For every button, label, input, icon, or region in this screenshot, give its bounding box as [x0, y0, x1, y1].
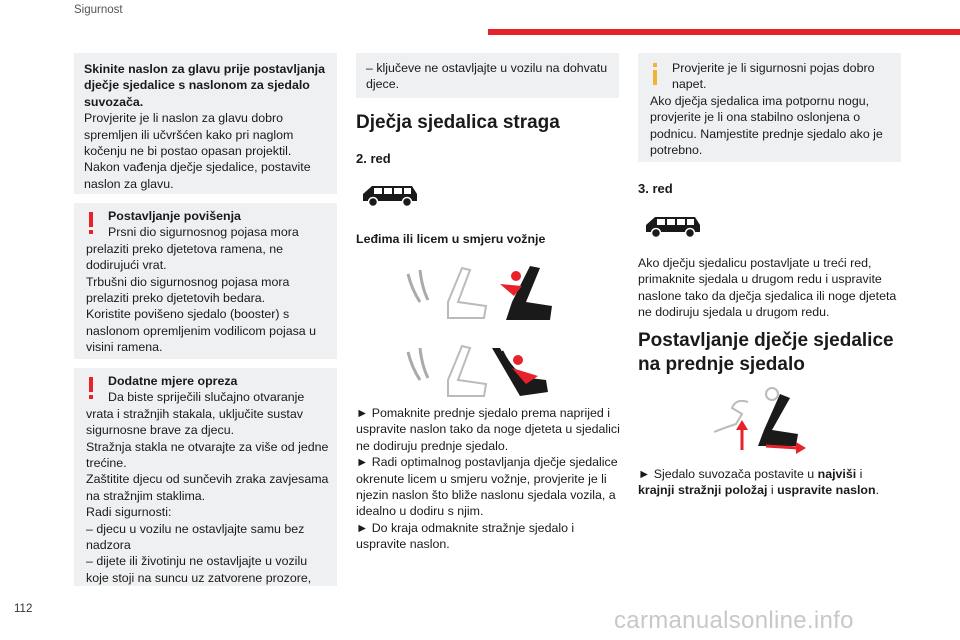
front-seat-adjust-illustration — [706, 384, 810, 454]
warning-icon — [86, 212, 96, 234]
front-seat-heading: Postavljanje dječje sjedalice na prednje sjedalo — [638, 330, 894, 375]
precautions-title: Dodatne mjere opreza — [108, 374, 238, 388]
booster-warning-line: Prsni dio sigurnosnog pojasa mora prelaziti preko djetetova ramena, ne dodirujući vrat. — [86, 225, 299, 273]
instruction-text: . — [875, 483, 880, 498]
instruction-bullet: ► Pomaknite prednje sjedalo prema naprijed i uspravite naslon tako da noge djeteta u sjedalici ne dodiruju prednje sjedalo. — [356, 406, 620, 453]
precautions-continued-text: – ključeve ne ostavljajte u vozilu na dohvatu djece. — [366, 61, 608, 92]
headrest-note-box — [74, 53, 337, 194]
instruction-text: ► Sjedalo suvozača postavite u — [638, 467, 818, 481]
section-title: Sigurnost — [74, 4, 123, 16]
header-accent-bar — [488, 29, 960, 35]
headrest-note-body: Provjerite je li naslon za glavu dobro spremljen ili učvršćen kako pri naglom kočenju ne bi postao opasan projektil. Nakon vađenja dječje sjedalice, postavite naslon za glavu. — [84, 111, 311, 191]
forward-child-seat-illustration — [400, 340, 560, 404]
row-3-label: 3. red — [638, 181, 673, 196]
booster-warning-box — [74, 203, 337, 359]
precautions-line: Zaštitite djecu od sunčevih zraka zavjesama na stražnjim staklima. — [86, 472, 329, 503]
row-2-label: 2. red — [356, 151, 391, 166]
precautions-continued-box — [356, 53, 619, 98]
seatbelt-info-box — [638, 53, 901, 162]
warning-icon — [86, 377, 96, 399]
booster-warning-line: Trbušni dio sigurnosnog pojasa mora prelaziti preko djetetovih bedara. — [86, 274, 290, 306]
vehicle-row3-icon — [643, 211, 703, 241]
rearward-child-seat-illustration — [400, 262, 560, 326]
instruction-text: i — [856, 467, 863, 481]
booster-warning-title: Postavljanje povišenja — [108, 209, 241, 223]
precautions-line: Radi sigurnosti: — [86, 505, 172, 520]
precautions-warning-box — [74, 368, 337, 586]
instruction-text: i — [767, 483, 778, 498]
rear-child-seat-heading: Dječja sjedalica straga — [356, 112, 560, 133]
vehicle-row2-icon — [360, 180, 420, 210]
instruction-emphasis: krajnji stražnji položaj — [638, 483, 768, 498]
headrest-note-title: Skinite naslon za glavu prije postavljanja dječje sjedalice s naslonom za sjedalo suvozača. — [84, 62, 326, 109]
info-line: Ako dječja sjedalica ima potpornu nogu, provjerite je li ona stabilno oslonjena o podnicu. Namjestite prednje sjedalo ako je potrebno. — [650, 93, 883, 158]
front-seat-instruction — [638, 466, 902, 499]
row3-instructions: Ako dječju sjedalicu postavljate u treći red, primaknite sjedala u drugom redu i uspravite naslone tako da dječja sjedalica ili noge djeteta ne dodiruju sjedala u drugom redu. — [638, 256, 897, 320]
page-number: 112 — [14, 603, 33, 615]
instruction-emphasis: najviši — [817, 467, 857, 481]
precautions-line: Da biste spriječili slučajno otvaranje vrata i stražnjih stakala, uključite sustav sigurnosne brave za djecu. — [86, 390, 305, 438]
info-line: Provjerite je li sigurnosni pojas dobro napet. — [672, 61, 875, 92]
watermark: carmanualsonline.info — [614, 607, 854, 634]
booster-warning-line: Koristite povišeno sjedalo (booster) s naslonom opremljenim vodilicom pojasa u visini ramena. — [86, 307, 317, 355]
instruction-bullet: ► Radi optimalnog postavljanja dječje sjedalice okrenute licem u smjeru vožnje, provjerite je li njezin naslon što bliže naslonu sjedala vozila, a idealno u dodiru s njim. — [356, 455, 618, 519]
precautions-line: – dijete ili životinju ne ostavljajte u vozilu koje stoji na suncu uz zatvorene prozore, — [86, 554, 312, 585]
row2-instructions — [356, 405, 620, 553]
info-icon — [650, 63, 660, 85]
instruction-bullet: ► Do kraja odmaknite stražnje sjedalo i uspravite naslon. — [356, 520, 575, 552]
precautions-line: – djecu u vozilu ne ostavljajte samu bez nadzora — [86, 521, 305, 553]
precautions-line: Stražnja stakla ne otvarajte za više od jedne trećine. — [86, 439, 329, 471]
instruction-emphasis: uspravite naslon — [777, 483, 876, 498]
seat-orientation-label: Leđima ili licem u smjeru vožnje — [356, 232, 546, 246]
